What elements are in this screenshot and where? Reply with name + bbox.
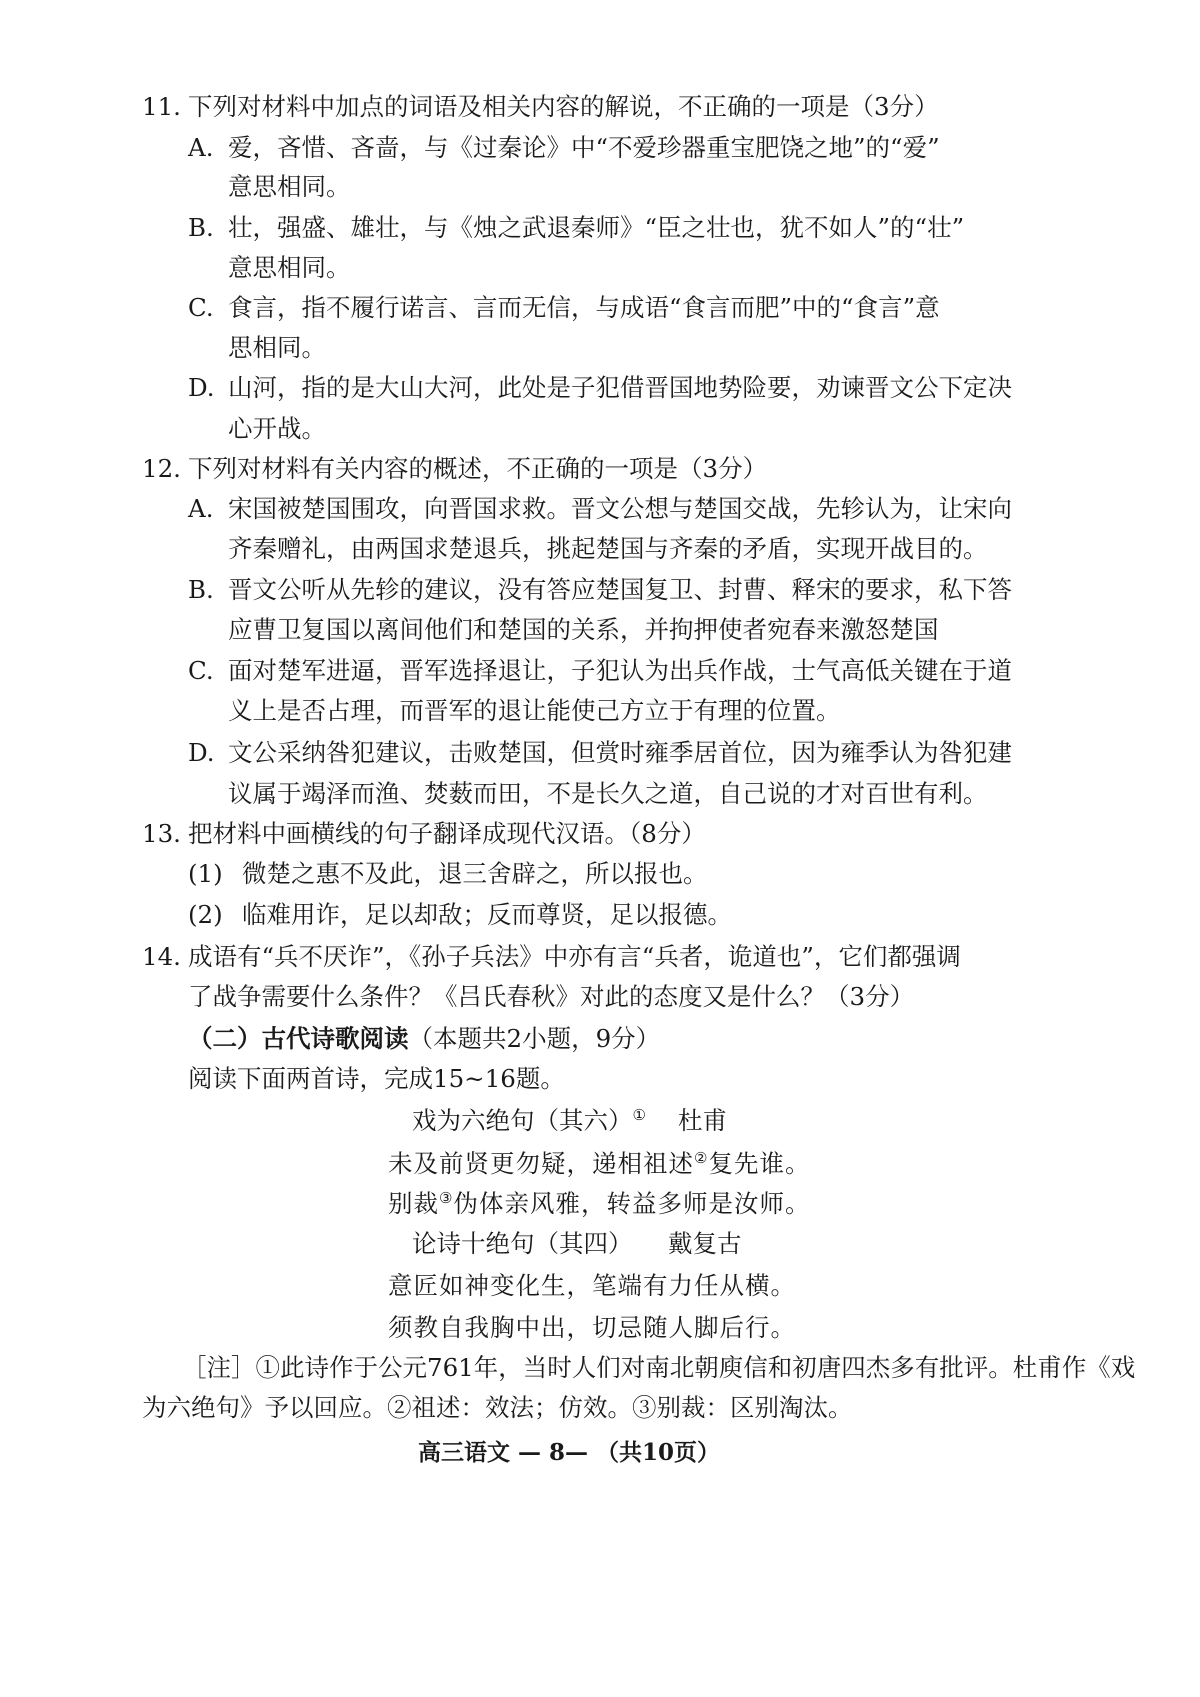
poem1-line1-text: 未及前贤更勿疑，递相祖述 xyxy=(388,1149,694,1178)
page-footer: 高三语文 — 8— （共10页） xyxy=(418,1439,721,1466)
q12-option-b-line2: 应曹卫复国以离间他们和楚国的关系，并拘押使者宛春来激怒楚国 xyxy=(228,615,939,644)
q14-line1: 成语有“兵不厌诈”，《孙子兵法》中亦有言“兵者，诡道也”，它们都强调 xyxy=(188,942,961,971)
q13-item2-text: 临难用诈，足以却敌；反而尊贤，足以报德。 xyxy=(242,900,732,929)
q11-option-a-line1: 爱，吝惜、吝啬，与《过秦论》中“不爱珍器重宝肥饶之地”的“爱” xyxy=(228,133,940,162)
q11-option-c-line1: 食言，指不履行诺言、言而无信，与成语“食言而肥”中的“食言”意 xyxy=(228,293,940,322)
poem1-line1 xyxy=(388,1149,810,1179)
q11-option-a-letter: A. xyxy=(188,133,214,162)
q14-number: 14. xyxy=(142,942,181,971)
poem1-note-mark: ① xyxy=(632,1105,646,1124)
q12-option-d-letter: D. xyxy=(188,738,215,767)
section-title-detail: （本题共2小题，9分） xyxy=(408,1024,661,1053)
section-instruction: 阅读下面两首诗，完成15~16题。 xyxy=(188,1064,565,1093)
q14-line2: 了战争需要什么条件？《吕氏春秋》对此的态度又是什么？（3分） xyxy=(188,982,915,1011)
q13-item1-text: 微楚之惠不及此，退三舍辟之，所以报也。 xyxy=(242,859,708,888)
poem1-line2 xyxy=(388,1189,810,1219)
q11-stem: 下列对材料中加点的词语及相关内容的解说，不正确的一项是（3分） xyxy=(188,92,939,121)
q11-option-d-line1: 山河，指的是大山大河，此处是子犯借晋国地势险要，劝谏晋文公下定决 xyxy=(228,373,1012,402)
q13-item1-label: (1) xyxy=(188,859,223,888)
q12-option-b-letter: B. xyxy=(188,575,214,604)
poem1-line2-text-end: 伪体亲风雅，转益多师是汝师。 xyxy=(453,1189,811,1218)
q11-option-a-line2: 意思相同。 xyxy=(228,172,351,201)
q12-option-a-line2: 齐秦赠礼，由两国求楚退兵，挑起楚国与齐秦的矛盾，实现开战目的。 xyxy=(228,534,988,563)
q11-option-c-letter: C. xyxy=(188,293,214,322)
q12-option-c-line1: 面对楚军进逼，晋军选择退让，子犯认为出兵作战，士气高低关键在于道 xyxy=(228,656,1012,685)
q12-option-d-line1: 文公采纳咎犯建议，击败楚国，但赏时雍季居首位，因为雍季认为咎犯建 xyxy=(228,738,1012,767)
q12-option-a-line1: 宋国被楚国围攻，向晋国求救。晋文公想与楚国交战，先轸认为，让宋向 xyxy=(228,494,1012,523)
q12-option-c-line2: 义上是否占理，而晋军的退让能使己方立于有理的位置。 xyxy=(228,696,841,725)
q11-option-b-line1: 壮，强盛、雄壮，与《烛之武退秦师》“臣之壮也，犹不如人”的“壮” xyxy=(228,213,965,242)
q11-option-c-line2: 思相同。 xyxy=(228,333,326,362)
poem2-line1: 意匠如神变化生，笔端有力任从横。 xyxy=(388,1271,796,1300)
q11-option-d-line2: 心开战。 xyxy=(228,414,326,443)
poem1-author: 杜甫 xyxy=(678,1106,727,1135)
poem1-title-line xyxy=(412,1106,646,1136)
note-line2: 为六绝句》予以回应。②祖述：效法；仿效。③别裁：区别淘汰。 xyxy=(142,1393,853,1422)
poem1-line2-text: 别裁 xyxy=(388,1189,439,1218)
q11-option-d-letter: D. xyxy=(188,373,215,402)
poem1-title: 戏为六绝句（其六） xyxy=(412,1106,633,1135)
q12-option-d-line2: 议属于竭泽而渔、焚薮而田，不是长久之道，自己说的才对百世有利。 xyxy=(228,779,988,808)
poem1-line2-note-mark: ③ xyxy=(439,1188,454,1207)
q12-stem: 下列对材料有关内容的概述，不正确的一项是（3分） xyxy=(188,454,768,483)
q12-option-b-line1: 晋文公听从先轸的建议，没有答应楚国复卫、封曹、释宋的要求，私下答 xyxy=(228,575,1012,604)
section-heading xyxy=(188,1024,660,1054)
q13-stem: 把材料中画横线的句子翻译成现代汉语。（8分） xyxy=(188,819,706,848)
q12-option-c-letter: C. xyxy=(188,656,214,685)
poem2-line2: 须教自我胸中出，切忌随人脚后行。 xyxy=(388,1313,796,1342)
q11-number: 11. xyxy=(142,92,181,121)
q11-option-b-letter: B. xyxy=(188,213,214,242)
poem2-title: 论诗十绝句（其四） xyxy=(412,1229,633,1258)
note-line1: ［注］①此诗作于公元761年，当时人们对南北朝庾信和初唐四杰多有批评。杜甫作《戏 xyxy=(182,1353,1136,1382)
q13-number: 13. xyxy=(142,819,181,848)
q13-item2-label: (2) xyxy=(188,900,223,929)
q12-option-a-letter: A. xyxy=(188,494,214,523)
poem1-line1-text-end: 复先谁。 xyxy=(708,1149,811,1178)
q12-number: 12. xyxy=(142,454,181,483)
poem2-author: 戴复古 xyxy=(668,1229,742,1258)
poem1-line1-note-mark: ② xyxy=(694,1148,709,1167)
q11-option-b-line2: 意思相同。 xyxy=(228,253,351,282)
section-title: （二）古代诗歌阅读 xyxy=(188,1024,409,1053)
